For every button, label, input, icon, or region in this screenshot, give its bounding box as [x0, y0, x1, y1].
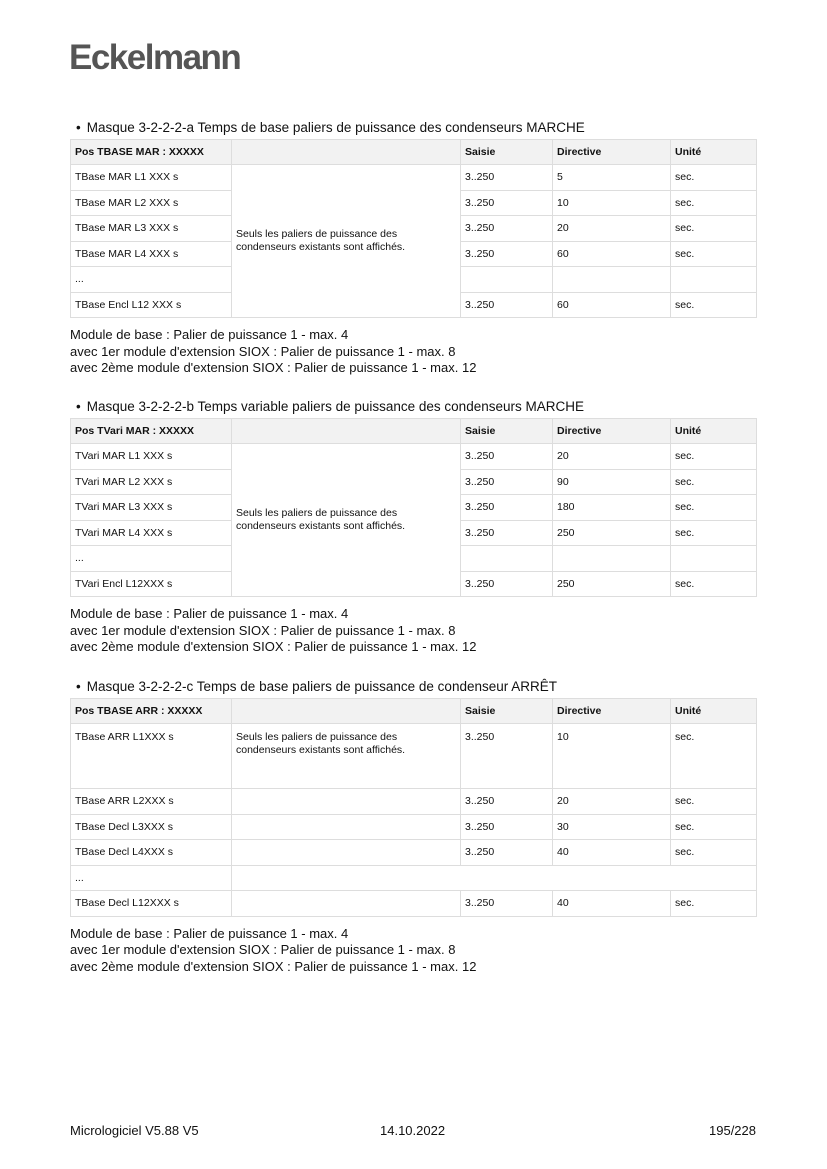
eckelmann-logo: Eckelmann: [69, 38, 241, 77]
section-masque-c: [70, 678, 756, 975]
cell-merged-empty: [232, 865, 757, 891]
cell-saisie: 3..250: [461, 495, 553, 521]
cell-saisie: 3..250: [461, 444, 553, 470]
footer-date: 14.10.2022: [380, 1123, 446, 1138]
cell-saisie: 3..250: [461, 571, 553, 597]
section-masque-b: [70, 398, 756, 656]
cell-name: TVari MAR L3 XXX s: [71, 495, 232, 521]
note-line: avec 1er module d'extension SIOX : Palier de puissance 1 - max. 8: [70, 622, 456, 638]
cell-directive: 30: [553, 814, 671, 840]
note-line: avec 1er module d'extension SIOX : Palier de puissance 1 - max. 8: [70, 343, 456, 359]
header-saisie: Saisie: [461, 419, 553, 444]
cell-name: TVari MAR L1 XXX s: [71, 444, 232, 470]
cell-name: ...: [71, 267, 232, 293]
table-header: [71, 699, 757, 724]
cell-directive: 250: [553, 571, 671, 597]
header-unite: Unité: [671, 419, 757, 444]
cell-directive: 5: [553, 165, 671, 191]
cell-note: Seuls les paliers de puissance des condenseurs existants sont affichés.: [232, 165, 461, 318]
note-line: Module de base : Palier de puissance 1 - max. 4: [70, 925, 349, 941]
parameter-table: [70, 698, 757, 917]
cell-unite: sec.: [671, 814, 757, 840]
cell-unite: sec.: [671, 469, 757, 495]
cell-saisie: 3..250: [461, 724, 553, 789]
cell-directive: 250: [553, 520, 671, 546]
cell-unite: sec.: [671, 724, 757, 789]
cell-name: TVari Encl L12XXX s: [71, 571, 232, 597]
header-directive: Directive: [553, 140, 671, 165]
header-directive: Directive: [553, 419, 671, 444]
cell-saisie: 3..250: [461, 840, 553, 866]
section-title: • Masque 3-2-2-2-a Temps de base paliers de puissance des condenseurs MARCHE: [76, 120, 585, 135]
cell-name: TBase MAR L3 XXX s: [71, 216, 232, 242]
cell-saisie: [461, 546, 553, 572]
parameter-table: [70, 418, 757, 597]
parameter-table: [70, 139, 757, 318]
header-unite: Unité: [671, 140, 757, 165]
cell-unite: sec.: [671, 165, 757, 191]
header-saisie: Saisie: [461, 699, 553, 724]
title-text: Masque 3-2-2-2-a Temps de base paliers de puissance des condenseurs MARCHE: [86, 120, 585, 135]
cell-name: TBase MAR L2 XXX s: [71, 190, 232, 216]
cell-empty: [232, 789, 461, 815]
cell-saisie: 3..250: [461, 241, 553, 267]
cell-unite: sec.: [671, 840, 757, 866]
cell-name: TBase Decl L4XXX s: [71, 840, 232, 866]
cell-unite: sec.: [671, 571, 757, 597]
cell-unite: [671, 546, 757, 572]
cell-directive: 40: [553, 840, 671, 866]
header-saisie: Saisie: [461, 140, 553, 165]
table-row: [71, 789, 757, 815]
cell-saisie: [461, 267, 553, 293]
note-line: avec 2ème module d'extension SIOX : Palier de puissance 1 - max. 12: [70, 958, 477, 974]
header-pos: Pos TBASE ARR : XXXXX: [71, 699, 232, 724]
module-notes: [70, 606, 756, 656]
cell-saisie: 3..250: [461, 520, 553, 546]
section-title: • Masque 3-2-2-2-b Temps variable paliers de puissance des condenseurs MARCHE: [76, 399, 584, 414]
cell-note: Seuls les paliers de puissance des condenseurs existants sont affichés.: [232, 724, 461, 789]
cell-note: Seuls les paliers de puissance des condenseurs existants sont affichés.: [232, 444, 461, 597]
cell-directive: 90: [553, 469, 671, 495]
note-line: avec 2ème module d'extension SIOX : Palier de puissance 1 - max. 12: [70, 639, 477, 654]
note-line: Module de base : Palier de puissance 1 - max. 4: [70, 327, 349, 342]
header-pos: Pos TBASE MAR : XXXXX: [71, 140, 232, 165]
cell-directive: 40: [553, 891, 671, 917]
footer-firmware: Micrologiciel V5.88 V5: [70, 1123, 199, 1138]
cell-name: TBase Decl L3XXX s: [71, 814, 232, 840]
cell-unite: sec.: [671, 495, 757, 521]
cell-saisie: 3..250: [461, 469, 553, 495]
cell-name: ...: [71, 546, 232, 572]
cell-directive: 20: [553, 216, 671, 242]
cell-name: TBase Encl L12 XXX s: [71, 292, 232, 318]
cell-unite: sec.: [671, 444, 757, 470]
cell-unite: sec.: [671, 520, 757, 546]
cell-saisie: 3..250: [461, 165, 553, 191]
cell-name: ...: [71, 865, 232, 891]
table-row: [71, 165, 757, 191]
cell-directive: 10: [553, 724, 671, 789]
cell-unite: sec.: [671, 789, 757, 815]
title-text: Masque 3-2-2-2-b Temps variable paliers de puissance des condenseurs MARCHE: [86, 399, 584, 414]
cell-name: TVari MAR L2 XXX s: [71, 469, 232, 495]
cell-unite: sec.: [671, 241, 757, 267]
cell-directive: 60: [553, 241, 671, 267]
table-row: [71, 891, 757, 917]
cell-unite: sec.: [671, 216, 757, 242]
header-empty: [232, 140, 461, 165]
table-header: [71, 140, 757, 165]
cell-directive: 180: [553, 495, 671, 521]
header-empty: [232, 419, 461, 444]
section-masque-a: [70, 119, 756, 377]
table-row: [71, 814, 757, 840]
cell-directive: 10: [553, 190, 671, 216]
header-empty: [232, 699, 461, 724]
cell-name: TBase Decl L12XXX s: [71, 891, 232, 917]
cell-name: TBase ARR L1XXX s: [71, 724, 232, 789]
table-row: [71, 840, 757, 866]
note-line: Module de base : Palier de puissance 1 - max. 4: [70, 606, 349, 621]
cell-directive: [553, 546, 671, 572]
cell-directive: [553, 267, 671, 293]
note-line: avec 2ème module d'extension SIOX : Palier de puissance 1 - max. 12: [70, 360, 477, 375]
cell-unite: sec.: [671, 292, 757, 318]
cell-name: TBase MAR L4 XXX s: [71, 241, 232, 267]
cell-name: TVari MAR L4 XXX s: [71, 520, 232, 546]
cell-directive: 20: [553, 789, 671, 815]
table-row: [71, 444, 757, 470]
cell-unite: [671, 267, 757, 293]
module-notes: [70, 926, 756, 976]
cell-name: TBase MAR L1 XXX s: [71, 165, 232, 191]
title-text: Masque 3-2-2-2-c Temps de base paliers de puissance de condenseur ARRÊT: [86, 679, 557, 694]
cell-empty: [232, 840, 461, 866]
cell-empty: [232, 814, 461, 840]
note-line: avec 1er module d'extension SIOX : Palier de puissance 1 - max. 8: [70, 942, 456, 957]
table-row: [71, 865, 757, 891]
cell-saisie: 3..250: [461, 190, 553, 216]
header-directive: Directive: [553, 699, 671, 724]
cell-saisie: 3..250: [461, 216, 553, 242]
cell-unite: sec.: [671, 891, 757, 917]
header-pos: Pos TVari MAR : XXXXX: [71, 419, 232, 444]
table-header: [71, 419, 757, 444]
cell-name: TBase ARR L2XXX s: [71, 789, 232, 815]
cell-saisie: 3..250: [461, 814, 553, 840]
header-unite: Unité: [671, 699, 757, 724]
module-notes: [70, 327, 756, 377]
footer-page-number: 195/228: [709, 1123, 756, 1138]
section-title: • Masque 3-2-2-2-c Temps de base paliers de puissance de condenseur ARRÊT: [76, 679, 557, 694]
cell-empty: [232, 891, 461, 917]
cell-saisie: 3..250: [461, 789, 553, 815]
cell-directive: 60: [553, 292, 671, 318]
cell-saisie: 3..250: [461, 292, 553, 318]
cell-directive: 20: [553, 444, 671, 470]
table-row: [71, 724, 757, 789]
cell-saisie: 3..250: [461, 891, 553, 917]
cell-unite: sec.: [671, 190, 757, 216]
